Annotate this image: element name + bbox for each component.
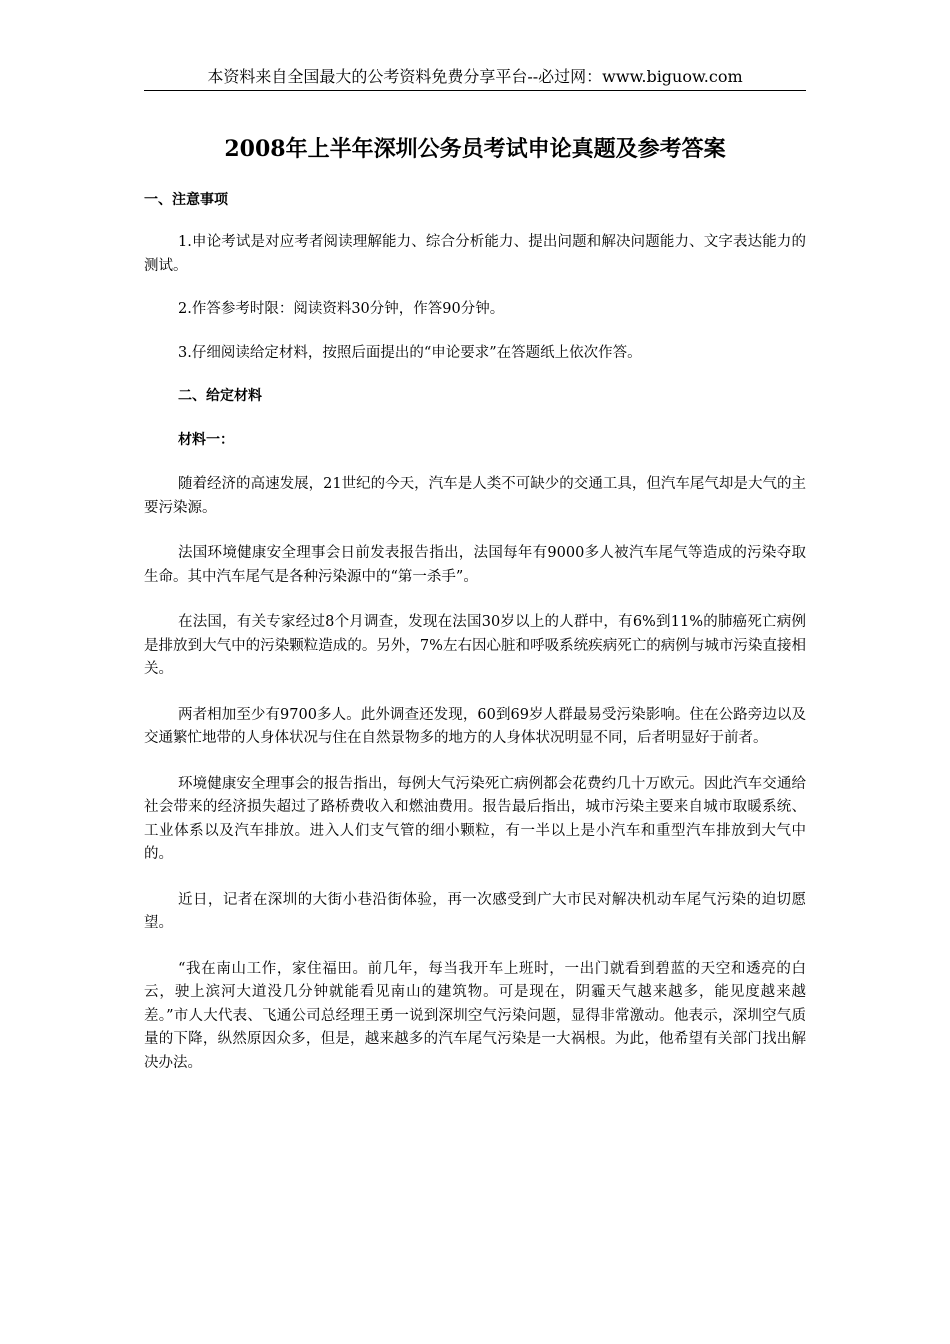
section-heading-materials: 二、给定材料 [178, 388, 262, 404]
notes-item: 3.仔细阅读给定材料，按照后面提出的“申论要求”在答题纸上依次作答。 [178, 344, 642, 361]
material-paragraph: 在法国，有关专家经过8个月调查，发现在法国30岁以上的人群中，有6%到11%的肺癌死亡病例是排放到大气中的污染颗粒造成的。另外，7%左右因心脏和呼吸系统疾病死亡的病例与城市污染直接相关。 [144, 614, 806, 677]
notes-item: 1.申论考试是对应考者阅读理解能力、综合分析能力、提出问题和解决问题能力、文字表达能力的测试。 [144, 234, 806, 274]
page-header: 本资料来自全国最大的公考资料免费分享平台--必过网：www.biguow.com [144, 66, 806, 91]
material-paragraph: 两者相加至少有9700多人。此外调查还发现，60到69岁人群最易受污染影响。住在公路旁边以及交通繁忙地带的人身体状况与住在自然景物多的地方的人身体状况明显不同，后者明显好于前者。 [144, 706, 806, 746]
material-label: 材料一： [178, 432, 234, 448]
material-paragraph: 近日，记者在深圳的大街小巷沿街体验，再一次感受到广大市民对解决机动车尾气污染的迫切愿望。 [144, 891, 806, 931]
section-heading-notes: 一、注意事项 [144, 192, 228, 208]
material-paragraph: 环境健康安全理事会的报告指出，每例大气污染死亡病例都会花费约几十万欧元。因此汽车交通给社会带来的经济损失超过了路桥费收入和燃油费用。报告最后指出，城市污染主要来自城市取暖系统、工业体系以及汽车排放。进入人们支气管的细小颗粒，有一半以上是小汽车和重型汽车排放到大气中的。 [144, 775, 806, 862]
material-paragraph: 法国环境健康安全理事会日前发表报告指出，法国每年有9000多人被汽车尾气等造成的污染夺取生命。其中汽车尾气是各种污染源中的“第一杀手”。 [144, 545, 806, 585]
material-paragraph: “我在南山工作，家住福田。前几年，每当我开车上班时，一出门就看到碧蓝的天空和透亮的白云，驶上滨河大道没几分钟就能看见南山的建筑物。可是现在，阴霾天气越来越多，能见度越来越差。”市人大代表、飞通公司总经理王勇一说到深圳空气污染问题，显得非常激动。他表示，深圳空气质量的下降，纵然原因众多，但是，越来越多的汽车尾气污染是一大祸根。为此，他希望有关部门找出解决办法。 [144, 960, 806, 1071]
document-page [144, 0, 806, 1090]
document-title: 2008年上半年深圳公务员考试申论真题及参考答案 [224, 136, 726, 162]
notes-item: 2.作答参考时限：阅读资料30分钟，作答90分钟。 [178, 301, 505, 317]
material-paragraph: 随着经济的高速发展，21世纪的今天，汽车是人类不可缺少的交通工具，但汽车尾气却是大气的主要污染源。 [144, 476, 806, 516]
